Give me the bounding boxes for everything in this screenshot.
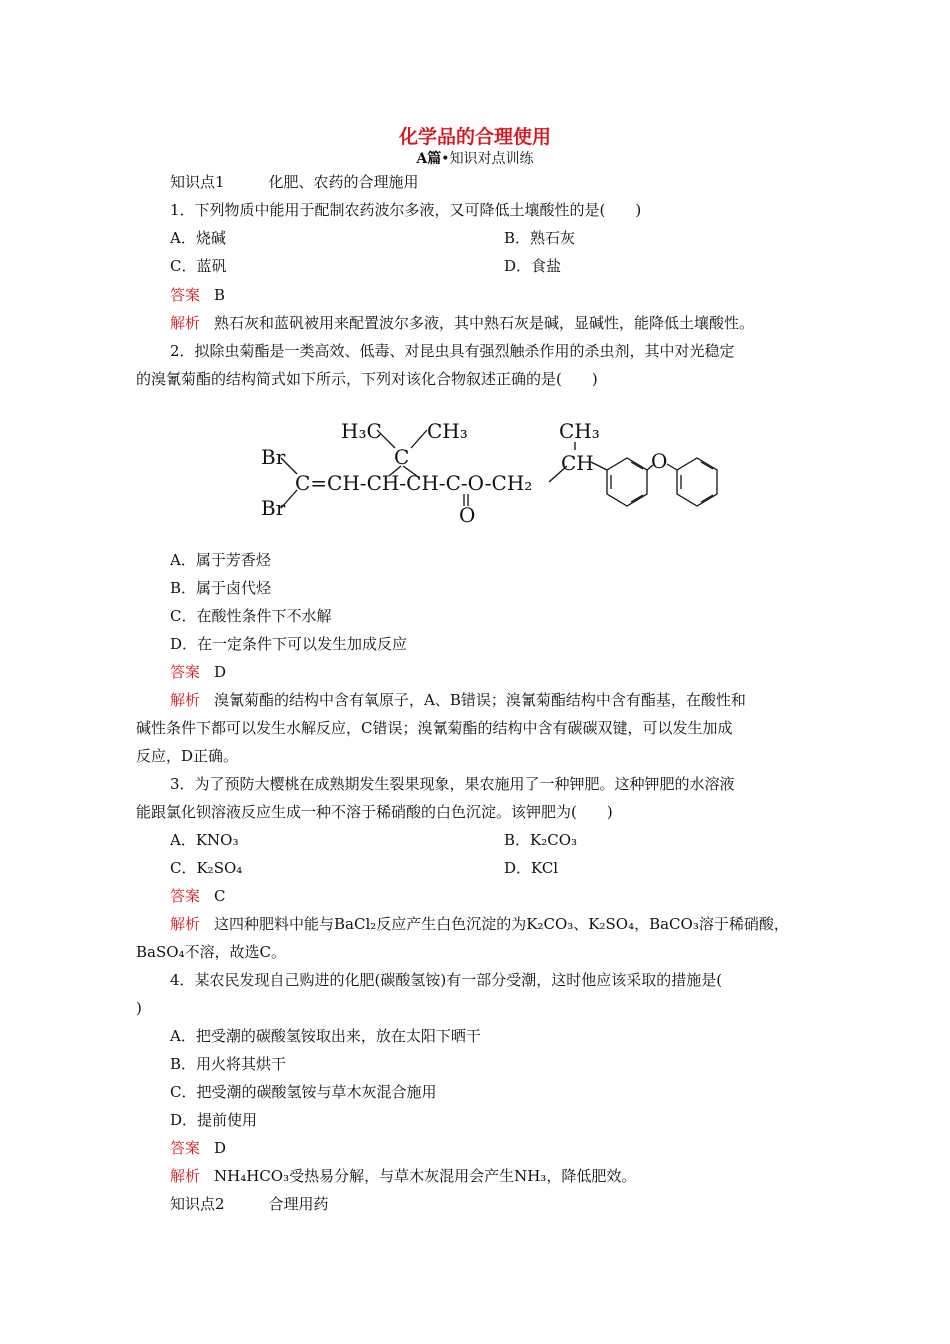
q4-answer [170,1138,226,1158]
q2-option-c: C．在酸性条件下不水解 [170,607,332,625]
q3-analysis-line2: BaSO₄不溶，故选C。 [136,943,287,961]
q1-stem: 1．下列物质中能用于配制农药波尔多液，又可降低土壤酸性的是( ) [170,201,642,219]
structure-h3c: H₃C [341,419,382,443]
q2-stem-line1: 2．拟除虫菊酯是一类高效、低毒、对昆虫具有强烈触杀作用的杀虫剂，其中对光稳定 [170,342,735,360]
structure-br-top: Br [261,445,286,469]
analysis-text: NH₄HCO₃受热易分解，与草木灰混用会产生NH₃，降低肥效。 [214,1167,637,1185]
q2-analysis-line1 [170,690,746,710]
q1-option-a: A．烧碱 [170,229,226,247]
answer-label: 答案 [170,887,201,905]
answer-label: 答案 [170,663,201,681]
q1-option-b: B．熟石灰 [504,229,576,247]
q2-option-a: A．属于芳香烃 [170,551,271,569]
q2-stem-line2: 的溴氰菊酯的结构简式如下所示，下列对该化合物叙述正确的是( ) [136,370,598,388]
structure-br-bottom: Br [261,496,286,520]
q3-option-a: A．KNO₃ [170,831,239,849]
q2-analysis-line2: 碱性条件下都可以发生水解反应，C错误；溴氰菊酯的结构中含有碳碳双键，可以发生加成 [136,719,733,737]
q3-stem-line1: 3．为了预防大樱桃在成熟期发生裂果现象，果农施用了一种钾肥。这种钾肥的水溶液 [170,775,735,793]
page-title: 化学品的合理使用 [398,126,551,148]
q4-option-b: B．用火将其烘干 [170,1055,287,1073]
kp-name: 化肥、农药的合理施用 [268,173,419,191]
q4-option-c: C．把受潮的碳酸氢铵与草木灰混合施用 [170,1083,437,1101]
analysis-text: 熟石灰和蓝矾被用来配置波尔多液，其中熟石灰是碱，显碱性，能降低土壤酸性。 [214,314,755,332]
q4-option-d: D．提前使用 [170,1111,258,1129]
structure-chain: C=CH-CH-CH-C-O-CH₂ [295,471,533,495]
kp-label: 知识点2 [170,1195,225,1213]
structure-carbonyl-o: O [459,503,476,527]
q4-stem-line1: 4．某农民发现自己购进的化肥(碳酸氢铵)有一部分受潮，这时他应该采取的措施是( [170,971,723,989]
q3-option-c: C．K₂SO₄ [170,859,243,877]
knowledge-point-1 [170,172,419,192]
part-name: 知识对点训练 [449,151,534,167]
structure-ether-o: O [651,449,668,473]
q4-analysis [170,1166,636,1186]
q1-answer [170,285,225,305]
section-subtitle [0,150,950,168]
q2-analysis-line3: 反应，D正确。 [136,747,239,765]
q3-answer [170,886,226,906]
answer-value: D [214,663,227,681]
answer-label: 答案 [170,1139,201,1157]
q3-option-d: D．KCl [504,859,559,877]
answer-value: C [214,887,226,905]
q4-option-a: A．把受潮的碳酸氢铵取出来，放在太阳下晒干 [170,1027,481,1045]
answer-label: 答案 [170,286,201,304]
analysis-text: 这四种肥料中能与BaCl₂反应产生白色沉淀的为K₂CO₃、K₂SO₄，BaCO₃溶于稀硝酸， [214,915,789,933]
q2-option-d: D．在一定条件下可以发生加成反应 [170,635,408,653]
analysis-label: 解析 [170,314,201,332]
answer-value: D [214,1139,227,1157]
analysis-text: 溴氰菊酯的结构中含有氧原子，A、B错误；溴氰菊酯结构中含有酯基，在酸性和 [214,691,746,709]
answer-value: B [214,286,226,304]
analysis-label: 解析 [170,691,201,709]
kp-name: 合理用药 [268,1195,329,1213]
structure-ch3-right: CH₃ [559,419,600,443]
kp-label: 知识点1 [170,173,225,191]
part-label: A篇 [416,151,442,167]
knowledge-point-2 [170,1194,329,1214]
separator-dot: • [441,151,450,167]
q2-option-b: B．属于卤代烃 [170,579,272,597]
deltamethrin-structure [245,398,740,546]
q1-analysis [170,313,754,333]
analysis-label: 解析 [170,1167,201,1185]
q2-answer [170,662,226,682]
q1-option-d: D．食盐 [504,257,562,275]
q3-stem-line2: 能跟氯化钡溶液反应生成一种不溶于稀硝酸的白色沉淀。该钾肥为( ) [136,803,613,821]
q3-analysis-line1 [170,914,789,934]
q1-option-c: C．蓝矾 [170,257,227,275]
structure-ch: CH [561,451,594,475]
structure-c-center: C [394,445,410,469]
structure-ch3-mid: CH₃ [427,419,468,443]
q3-option-b: B．K₂CO₃ [504,831,578,849]
q4-stem-line2: ) [136,999,142,1017]
analysis-label: 解析 [170,915,201,933]
